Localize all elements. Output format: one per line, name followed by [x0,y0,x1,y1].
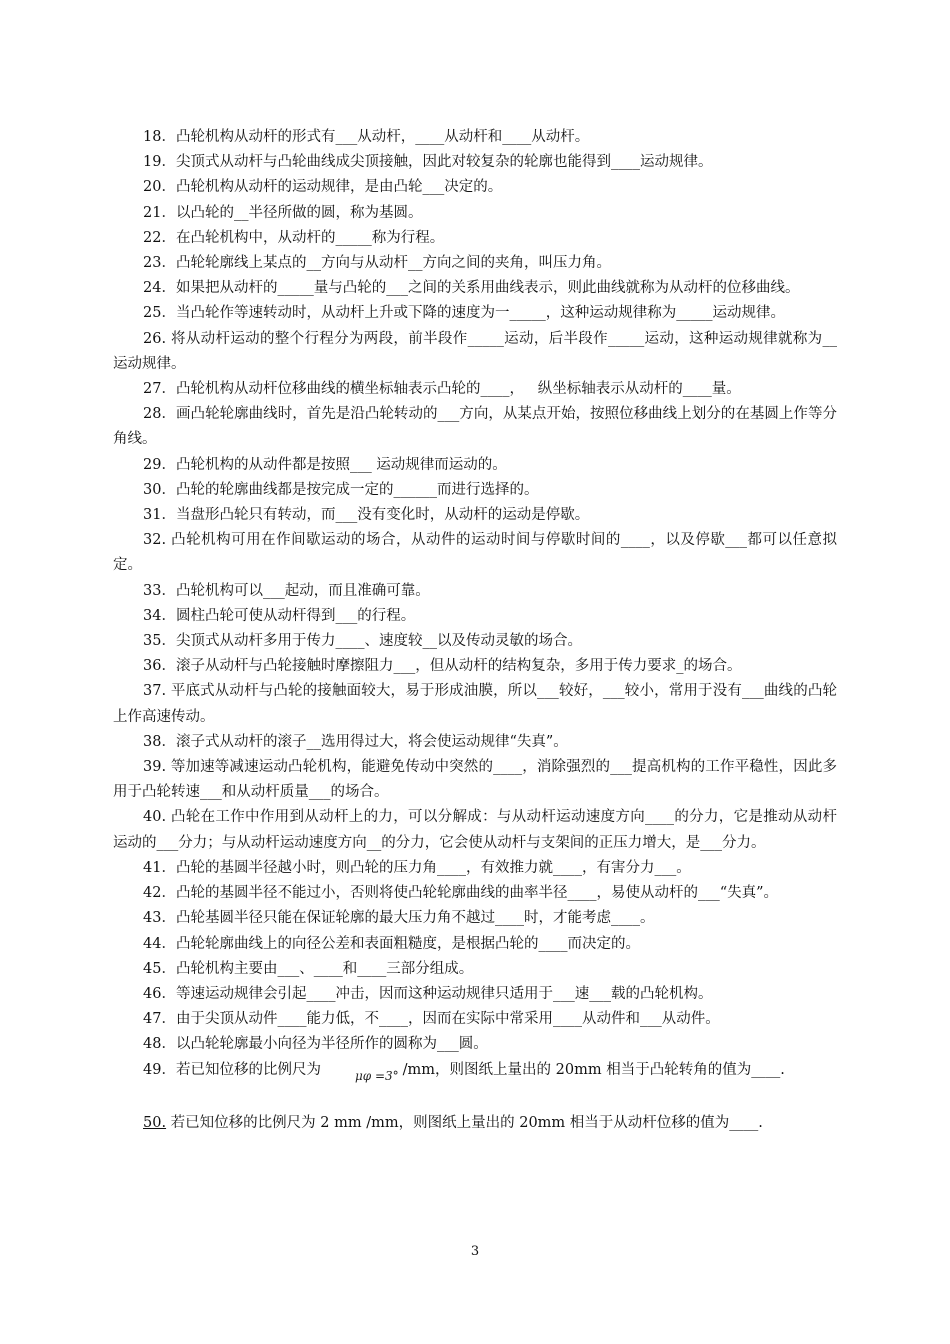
scale-formula: μφ =3° [354,1068,399,1083]
question-38: 38．滚子式从动杆的滚子__选用得过大，将会使运动规律“失真”。 [143,733,568,750]
question-34: 34．圆柱凸轮可使从动杆得到___的行程。 [143,607,416,624]
question-30: 30．凸轮的轮廓曲线都是按完成一定的______而进行选择的。 [143,481,539,498]
question-28: 28．画凸轮轮廓曲线时，首先是沿凸轮转动的___方向，从某点开始，按照位移曲线上划分的在基圆上作等分角线。 [113,406,837,448]
question-23: 23．凸轮轮廓线上某点的__方向与从动杆__方向之间的夹角，叫压力角。 [143,255,611,272]
question-27: 27．凸轮机构从动杆位移曲线的横坐标轴表示凸轮的____， 纵坐标轴表示从动杆的____量。 [143,381,741,398]
question-49-after: /mm，则图纸上量出的 20mm 相当于凸轮转角的值为____. [402,1061,785,1078]
question-46: 46．等速运动规律会引起____冲击，因而这种运动规律只适用于___速___载的凸轮机构。 [143,985,713,1002]
question-25: 25．当凸轮作等速转动时，从动杆上升或下降的速度为一_____，这种运动规律称为_____运动规律。 [143,305,785,322]
question-36: 36．滚子从动杆与凸轮接触时摩擦阻力___，但从动杆的结构复杂，多用于传力要求_的场合。 [143,658,742,675]
question-33: 33．凸轮机构可以___起动，而且准确可靠。 [143,582,430,599]
question-42: 42．凸轮的基圆半径不能过小，否则将使凸轮轮廓曲线的曲率半径____，易使从动杆的___“失真”。 [143,885,779,902]
question-31: 31．当盘形凸轮只有转动，而___没有变化时，从动杆的运动是停歇。 [143,507,590,524]
question-50-number: 50. [143,1114,167,1131]
question-20: 20．凸轮机构从动杆的运动规律，是由凸轮___决定的。 [143,179,503,196]
page-number: 3 [470,1244,480,1259]
question-49-before: 49．若已知位移的比例尺为 [143,1061,321,1078]
question-22: 22．在凸轮机构中，从动杆的_____称为行程。 [143,229,445,246]
question-26: 26. 将从动杆运动的整个行程分为两段，前半段作_____运动，后半段作_____运动，这种运动规律就称为__运动规律。 [113,330,837,372]
question-44: 44．凸轮轮廓曲线上的向径公差和表面粗糙度，是根据凸轮的____而决定的。 [143,935,640,952]
question-35: 35．尖顶式从动杆多用于传力____、速度较__以及传动灵敏的场合。 [143,633,582,650]
question-list [113,125,837,1136]
question-50-text: 若已知位移的比例尺为 2 mm /mm，则图纸上量出的 20mm 相当于从动杆位移的值为____. [166,1114,763,1131]
question-19: 19．尖顶式从动杆与凸轮曲线成尖顶接触，因此对较复杂的轮廓也能得到____运动规律。 [143,154,713,171]
question-47: 47．由于尖顶从动件____能力低，不____，因而在实际中常采用____从动件和___从动件。 [143,1011,720,1028]
question-49 [113,1058,837,1089]
question-24: 24．如果把从动杆的_____量与凸轮的___之间的关系用曲线表示，则此曲线就称为从动杆的位移曲线。 [143,280,800,297]
question-40: 40. 凸轮在工作中作用到从动杆上的力，可以分解成：与从动杆运动速度方向____的分力，它是推动从动杆运动的___分力；与从动杆运动速度方向__的分力，它会使从动杆与支架间的正压力增大，是___分力。 [113,809,837,851]
question-29: 29．凸轮机构的从动件都是按照___ 运动规律而运动的。 [143,456,507,473]
question-45: 45．凸轮机构主要由___、____和____三部分组成。 [143,960,474,977]
question-18: 18．凸轮机构从动杆的形式有___从动杆，____从动杆和____从动杆。 [143,129,590,145]
spacer [113,1089,837,1111]
question-39: 39. 等加速等减速运动凸轮机构，能避免传动中突然的____，消除强烈的___提高机构的工作平稳性，因此多用于凸轮转速___和从动杆质量___的场合。 [113,759,837,801]
question-37: 37. 平底式从动杆与凸轮的接触面较大，易于形成油膜，所以___较好，___较小，常用于没有___曲线的凸轮上作高速传动。 [113,683,837,725]
question-32: 32. 凸轮机构可用在作间歇运动的场合，从动件的运动时间与停歇时间的____，以及停歇___都可以任意拟定。 [113,532,837,574]
question-48: 48．以凸轮轮廓最小向径为半径所作的圆称为___圆。 [143,1036,488,1053]
question-50 [113,1111,837,1136]
question-43: 43．凸轮基圆半径只能在保证轮廓的最大压力角不越过____时，才能考虑____。 [143,910,655,927]
question-21: 21．以凸轮的__半径所做的圆，称为基圆。 [143,204,423,221]
question-41: 41．凸轮的基圆半径越小时，则凸轮的压力角____，有效推力就____，有害分力___。 [143,859,691,876]
